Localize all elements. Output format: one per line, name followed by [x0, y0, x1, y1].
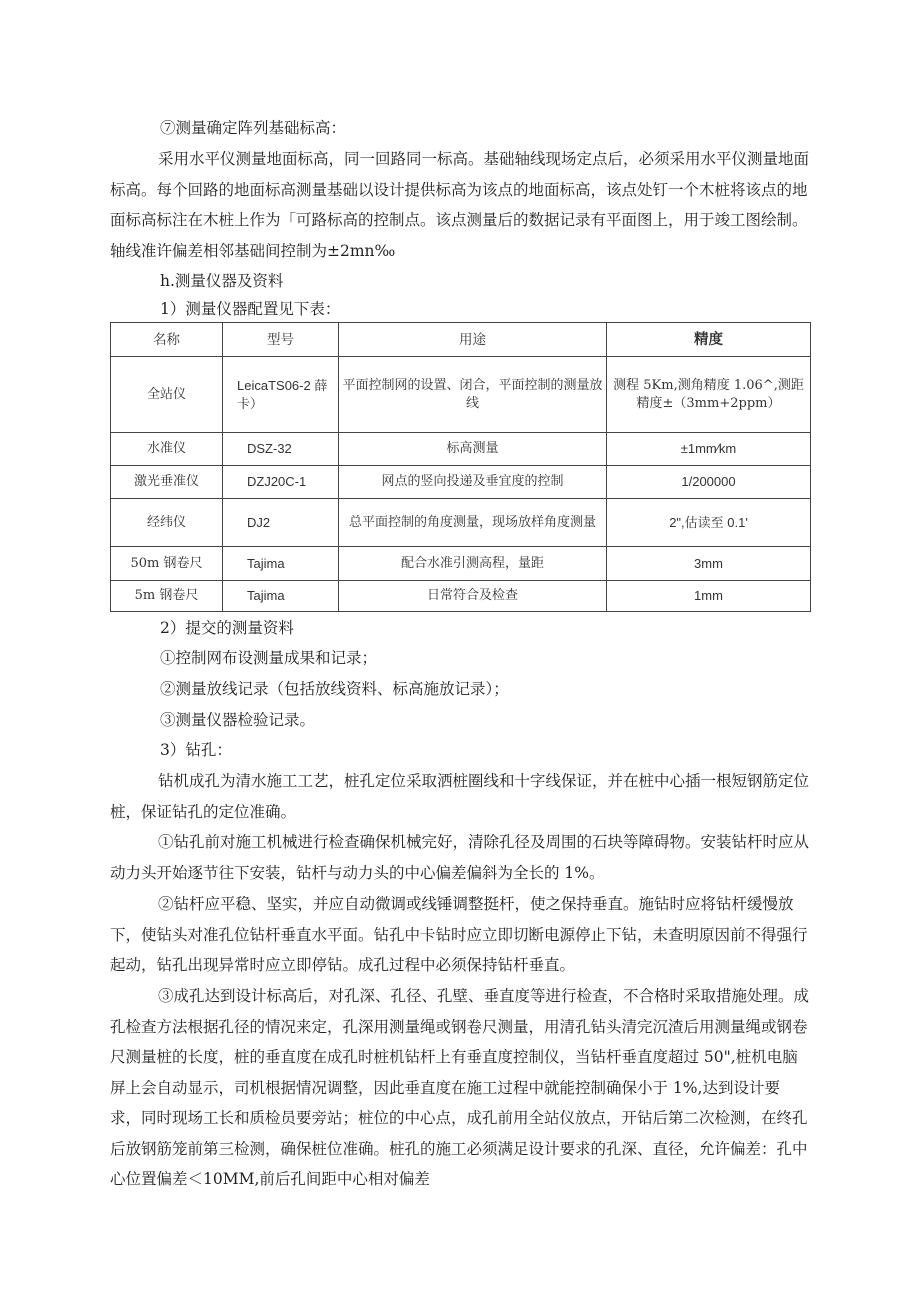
- cell-model: DSZ-32: [223, 433, 339, 466]
- cell-name: 全站仪: [111, 357, 223, 433]
- table-row: [111, 581, 811, 612]
- cell-usage: 标高测量: [339, 433, 607, 466]
- cell-usage: 配合水准引测高程，量距: [339, 547, 607, 581]
- cell-name: 水准仪: [111, 433, 223, 466]
- table-row: [111, 466, 811, 499]
- cell-model: DJ2: [223, 499, 339, 547]
- table-row: [111, 547, 811, 581]
- cell-name: 经纬仪: [111, 499, 223, 547]
- cell-model: Tajima: [223, 547, 339, 581]
- cell-model: DZJ20C-1: [223, 466, 339, 499]
- cell-precision: 1mm: [607, 581, 811, 612]
- cell-precision: 3mm: [607, 547, 811, 581]
- cell-model: Tajima: [223, 581, 339, 612]
- paragraph-elevation: 采用水平仪测量地面标高，同一回路同一标高。基础轴线现场定点后，必须采用水平仪测量地面标高。每个回路的地面标高测量基础以设计提供标高为该点的地面标高，该点处钉一个木桩将该点的地面标高标注在木桩上作为「可路标高的控制点。该点测量后的数据记录有平面图上，用于竣工图绘制。轴线准许偏差相邻基础间控制为±2mn‰: [110, 150, 810, 260]
- list-item: ②测量放线记录（包括放线资料、标高施放记录）；: [160, 680, 509, 698]
- cell-precision: 测程 5Km,测角精度 1.06^,测距精度±（3mm+2ppm）: [607, 357, 811, 433]
- header-model: 型号: [223, 323, 339, 357]
- table-row: [111, 357, 811, 433]
- header-name: 名称: [111, 323, 223, 357]
- cell-model: LeicaTS06-2 薛卡）: [223, 357, 339, 433]
- section-heading-instruments: h.测量仪器及资料: [160, 272, 284, 290]
- paragraph-drilling-step1: ①钻孔前对施工机械进行检查确保机械完好，清除孔径及周围的石块等障碍物。安装钻杆时应从动力头开始逐节往下安装，钻杆与动力头的中心偏差偏斜为全长的 1%。: [110, 833, 810, 882]
- cell-name: 50m 钢卷尺: [111, 547, 223, 581]
- section-heading-drilling: 3）钻孔：: [160, 741, 232, 759]
- cell-usage: 总平面控制的角度测量，现场放样角度测量: [339, 499, 607, 547]
- instrument-table: [110, 322, 811, 612]
- list-item: ③测量仪器检验记录。: [160, 711, 316, 729]
- cell-usage: 平面控制网的设置、闭合，平面控制的测量放线: [339, 357, 607, 433]
- cell-usage: 网点的竖向投递及垂宜度的控制: [339, 466, 607, 499]
- cell-precision: 1/200000: [607, 466, 811, 499]
- table-header-row: [111, 323, 811, 357]
- cell-precision: ±1mm⁄km: [607, 433, 811, 466]
- cell-usage: 日常符合及检查: [339, 581, 607, 612]
- section-heading-submission: 2）提交的测量资料: [160, 619, 294, 637]
- paragraph-drilling-intro: 钻机成孔为清水施工工艺，桩孔定位采取洒桩圈线和十字线保证，并在桩中心插一根短钢筋定位桩，保证钻孔的定位准确。: [110, 772, 810, 821]
- header-usage: 用途: [339, 323, 607, 357]
- cell-name: 激光垂准仪: [111, 466, 223, 499]
- header-precision: 精度: [607, 323, 811, 357]
- paragraph-drilling-step3: ③成孔达到设计标高后，对孔深、孔径、孔壁、垂直度等进行检查，不合格时采取措施处理。成孔检查方法根据孔径的情况来定，孔深用测量绳或钢卷尺测量，用清孔钻头清完沉渣后用测量绳或钢卷尺测量桩的长度，桩的垂直度在成孔时桩机钻杆上有垂直度控制仪，当钻杆垂直度超过 50",桩机电脑屏上会自动显示，司机根据情况调整，因此垂直度在施工过程中就能控制确保小于 1%,达到设计要求，同时现场工长和质检员要旁站；桩位的中心点，成孔前用全站仪放点，开钻后第二次检测，在终孔后放钢筋笼前第三检测，确保桩位准确。桩孔的施工必须满足设计要求的孔深、直径，允许偏差：孔中心位置偏差＜10MM,前后孔间距中心相对偏差: [110, 987, 810, 1188]
- table-caption: 1）测量仪器配置见下表：: [160, 300, 341, 318]
- table-row: [111, 499, 811, 547]
- cell-name: 5m 钢卷尺: [111, 581, 223, 612]
- table-row: [111, 433, 811, 466]
- paragraph-drilling-step2: ②钻杆应平稳、坚实，并应自动微调或线锤调整挺杆，使之保持垂直。施钻时应将钻杆缓慢放下，使钻头对准孔位钻杆垂直水平面。钻孔中卡钻时应立即切断电源停止下钻，未查明原因前不得强行起动，钻孔出现异常时应立即停钻。成孔过程中必须保持钻杆垂直。: [110, 895, 808, 974]
- section-heading-elevation: ⑦测量确定阵列基础标高：: [160, 119, 347, 137]
- cell-precision: 2",估读至 0.1': [607, 499, 811, 547]
- list-item: ①控制网布设测量成果和记录；: [160, 649, 378, 667]
